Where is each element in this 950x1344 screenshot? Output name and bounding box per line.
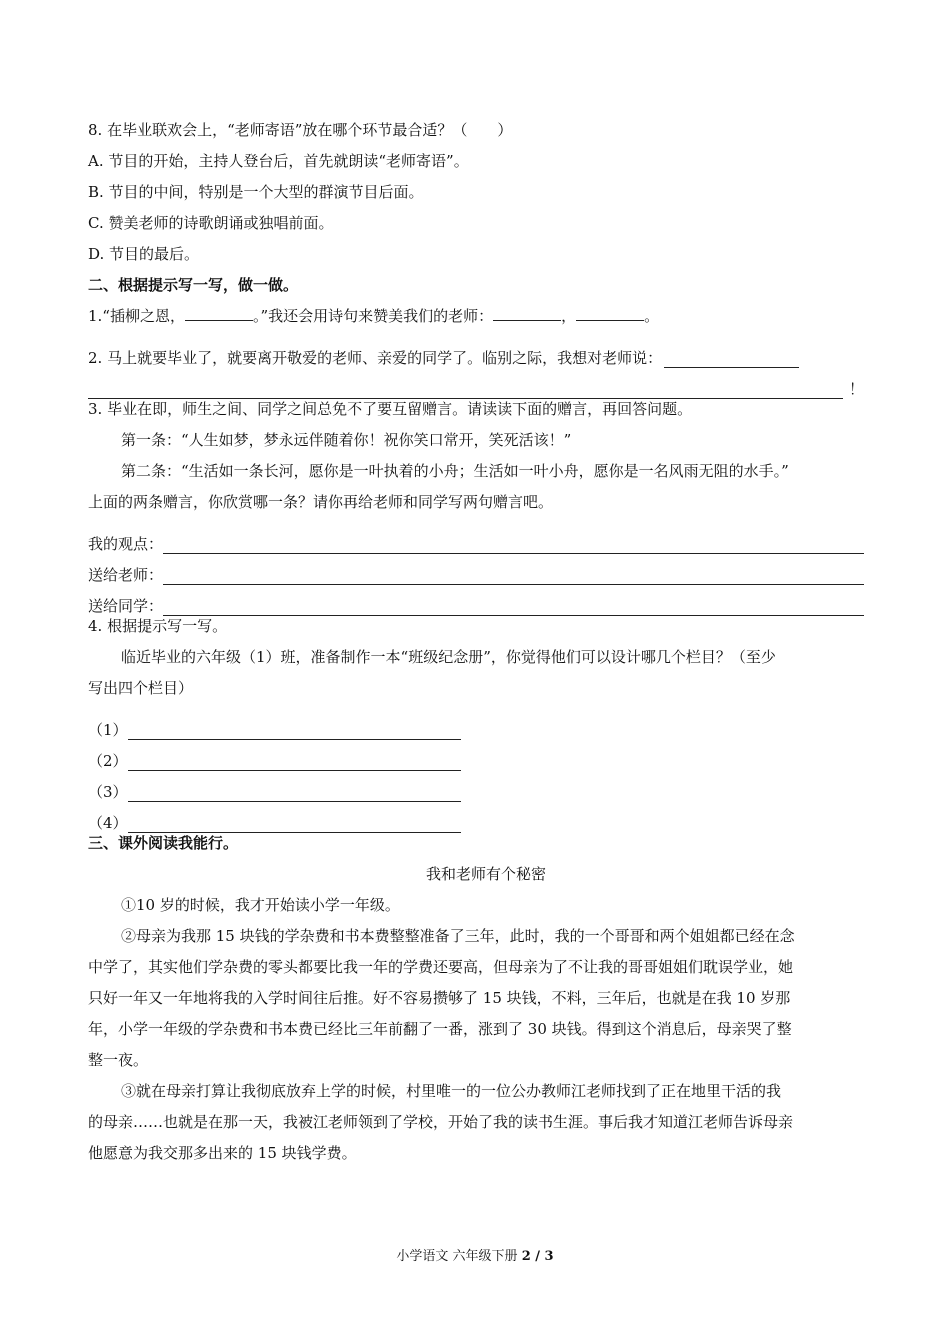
question-2-3-stem: 3. 毕业在即，师生之间、同学之间总免不了要互留赠言。请读读下面的赠言，再回答问题。 xyxy=(88,400,693,418)
column-item-4 xyxy=(88,802,864,833)
section-3-heading: 三、课外阅读我能行。 xyxy=(88,834,239,852)
column-number: （3） xyxy=(88,783,128,801)
to-classmate-row xyxy=(88,585,864,616)
section-2-heading: 二、根据提示写一写，做一做。 xyxy=(88,276,299,294)
q2-1-text-1: 1.“插柳之恩， xyxy=(88,307,185,325)
question-2-2 xyxy=(88,337,864,368)
answer-line[interactable] xyxy=(163,538,864,554)
answer-line[interactable] xyxy=(128,755,461,771)
answer-line[interactable] xyxy=(128,817,461,833)
question-8-option-c: C. 赞美老师的诗歌朗诵或独唱前面。 xyxy=(88,214,334,232)
column-item-2 xyxy=(88,740,864,771)
column-item-1 xyxy=(88,709,864,740)
question-2-4-prompt-cont: 写出四个栏目） xyxy=(88,679,194,697)
footer-text: 小学语文 六年级下册 xyxy=(396,1249,522,1264)
paragraph-3-line: 他愿意为我交那多出来的 15 块钱学费。 xyxy=(88,1144,357,1162)
farewell-message-1: 第一条：“人生如梦，梦永远伴随着你！祝你笑口常开，笑死活该！” xyxy=(121,431,572,449)
q2-1-text-4: 。 xyxy=(644,307,660,325)
answer-line[interactable] xyxy=(128,786,461,802)
answer-line[interactable] xyxy=(664,352,799,368)
column-number: （2） xyxy=(88,752,128,770)
question-2-1 xyxy=(88,306,864,337)
paragraph-2-line: 年，小学一年级的学杂费和书本费已经比三年前翻了一番，涨到了 30 块钱。得到这个消息后，母亲哭了整 xyxy=(88,1020,792,1038)
farewell-message-2: 第二条：“生活如一条长河，愿你是一叶执着的小舟；生活如一叶小舟，愿你是一名风雨无阻的水手。” xyxy=(121,462,789,480)
reading-title: 我和老师有个秘密 xyxy=(425,865,546,883)
answer-line[interactable] xyxy=(163,569,864,585)
question-2-4-stem: 4. 根据提示写一写。 xyxy=(88,617,228,635)
question-8-option-d: D. 节目的最后。 xyxy=(88,245,200,263)
question-8-option-b: B. 节目的中间，特别是一个大型的群演节目后面。 xyxy=(88,183,424,201)
answer-blank[interactable] xyxy=(185,306,253,321)
paragraph-2-line: 只好一年又一年地将我的入学时间往后推。好不容易攒够了 15 块钱，不料，三年后，也就是在我 10 岁那 xyxy=(88,989,791,1007)
answer-line[interactable] xyxy=(163,600,864,616)
paragraph-2-line: 中学了，其实他们学杂费的零头都要比我一年的学费还要高，但母亲为了不让我的哥哥姐姐们耽误学业，她 xyxy=(88,958,794,976)
to-classmate-label: 送给同学： xyxy=(88,597,164,615)
q2-1-text-3: ， xyxy=(561,307,577,325)
my-opinion-label: 我的观点： xyxy=(88,535,164,553)
paragraph-3-line: ③就在母亲打算让我彻底放弃上学的时候，村里唯一的一位公办教师江老师找到了正在地里干活的我 xyxy=(121,1082,782,1100)
question-2-3-question: 上面的两条赠言，你欣赏哪一条？请你再给老师和同学写两句赠言吧。 xyxy=(88,493,554,511)
q2-1-text-2: 。”我还会用诗句来赞美我们的老师： xyxy=(252,307,494,325)
my-opinion-row xyxy=(88,523,864,554)
paragraph-2-line: 整一夜。 xyxy=(88,1051,149,1069)
question-2-2-continuation xyxy=(88,368,864,399)
answer-line[interactable] xyxy=(88,383,843,399)
page-footer xyxy=(0,1247,950,1267)
to-teacher-row xyxy=(88,554,864,585)
page-number: 2 / 3 xyxy=(521,1249,554,1264)
answer-blank[interactable] xyxy=(576,306,644,321)
worksheet-page xyxy=(88,120,864,1174)
paragraph-1-line: ①10 岁的时候，我才开始读小学一年级。 xyxy=(121,896,400,914)
to-teacher-label: 送给老师： xyxy=(88,566,164,584)
q2-2-text: 2. 马上就要毕业了，就要离开敬爱的老师、亲爱的同学了。临别之际，我想对老师说： xyxy=(88,349,663,367)
answer-blank[interactable] xyxy=(493,306,561,321)
question-8-stem: 8. 在毕业联欢会上，“老师寄语”放在哪个环节最合适？（ ） xyxy=(88,121,513,139)
column-number: （1） xyxy=(88,721,128,739)
question-8-option-a: A. 节目的开始，主持人登台后，首先就朗读“老师寄语”。 xyxy=(88,152,469,170)
paragraph-2-line: ②母亲为我那 15 块钱的学杂费和书本费整整准备了三年，此时，我的一个哥哥和两个姐姐都已经在念 xyxy=(121,927,795,945)
answer-line[interactable] xyxy=(128,724,461,740)
paragraph-3-line: 的母亲……也就是在那一天，我被江老师领到了学校，开始了我的读书生涯。事后我才知道江老师告诉母亲 xyxy=(88,1113,794,1131)
column-item-3 xyxy=(88,771,864,802)
column-number: （4） xyxy=(88,814,128,832)
q2-2-end-mark: ！ xyxy=(848,380,864,398)
question-2-4-prompt: 临近毕业的六年级（1）班，准备制作一本“班级纪念册”，你觉得他们可以设计哪几个栏目？（至少 xyxy=(121,648,776,666)
